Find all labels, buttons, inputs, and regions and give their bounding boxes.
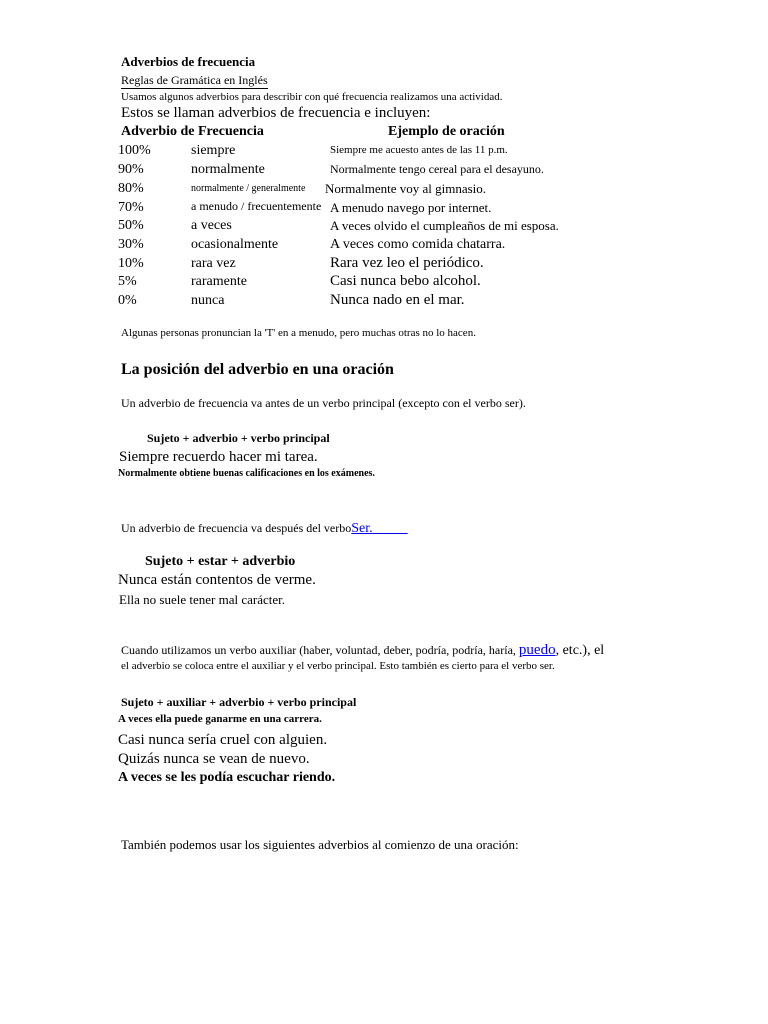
row-percent: 70% <box>118 200 144 215</box>
rule-auxiliary-tail: , etc.), el <box>555 643 605 658</box>
row-example: A menudo navego por internet. <box>330 200 492 215</box>
row-example: Normalmente voy al gimnasio. <box>325 181 487 196</box>
table-row <box>0 237 768 255</box>
row-adverb: ocasionalmente <box>191 237 279 252</box>
rule-before-main-verb: Un adverbio de frecuencia va antes de un verbo principal (excepto con el verbo ser). <box>121 396 526 410</box>
table-header-example: Ejemplo de oración <box>388 124 505 139</box>
example-sentence: Ella no suele tener mal carácter. <box>119 592 286 607</box>
row-percent: 100% <box>118 143 151 158</box>
row-example: Casi nunca bebo alcohol. <box>330 273 481 289</box>
rule-auxiliary-line-2: el adverbio se coloca entre el auxiliar y el verbo principal. Esto también es cierto para el verbo ser. <box>121 660 555 672</box>
example-sentence: Quizás nunca se vean de nuevo. <box>118 751 310 767</box>
doc-title: Adverbios de frecuencia <box>121 54 256 69</box>
table-row <box>0 293 768 311</box>
rule-auxiliary-text: Cuando utilizamos un verbo auxiliar (haber, voluntad, deber, podría, podría, haría, <box>121 643 516 657</box>
table-row <box>0 274 768 292</box>
row-example: A veces como comida chatarra. <box>330 237 506 252</box>
doc-subtitle: Reglas de Gramática en Inglés <box>121 73 268 87</box>
row-example: Nunca nado en el mar. <box>330 292 465 308</box>
row-adverb: raramente <box>191 274 247 289</box>
row-percent: 50% <box>118 218 144 233</box>
table-row <box>0 181 768 199</box>
ser-link-tail: . <box>369 521 373 536</box>
rule-after-ser <box>121 522 408 536</box>
row-adverb: a menudo / frecuentemente <box>191 199 322 213</box>
row-adverb: normalmente / generalmente <box>191 183 306 194</box>
rule-after-ser-text: Un adverbio de frecuencia va después del verbo <box>121 521 352 535</box>
row-percent: 90% <box>118 162 144 177</box>
intro-line-2: Estos se llaman adverbios de frecuencia e incluyen: <box>121 105 431 121</box>
section-title-position: La posición del adverbio en una oración <box>121 361 394 378</box>
rule-auxiliary-line-1 <box>121 643 604 658</box>
row-adverb: nunca <box>191 293 225 308</box>
row-adverb: rara vez <box>191 256 236 271</box>
table-row <box>0 256 768 274</box>
puedo-link[interactable]: puedo <box>518 642 556 658</box>
row-adverb: normalmente <box>191 162 265 177</box>
example-sentence: A veces se les podía escuchar riendo. <box>118 770 336 785</box>
row-example: A veces olvido el cumpleaños de mi esposa. <box>330 218 559 233</box>
table-row <box>0 162 768 180</box>
row-percent: 5% <box>118 274 137 289</box>
row-adverb: a veces <box>191 218 232 233</box>
row-example: Normalmente tengo cereal para el desayuno. <box>330 162 544 176</box>
ser-link[interactable] <box>351 521 407 536</box>
rule-sentence-start: También podemos usar los siguientes adverbios al comienzo de una oración: <box>121 837 519 852</box>
row-percent: 0% <box>118 293 137 308</box>
note-t-pronunciation: Algunas personas pronuncian la 'T' en a menudo, pero muchas otras no lo hacen. <box>121 327 476 339</box>
row-example: Rara vez leo el periódico. <box>330 255 484 271</box>
formula-subject-aux-adverb-verb: Sujeto + auxiliar + adverbio + verbo principal <box>121 695 357 709</box>
row-example: Siempre me acuesto antes de las 11 p.m. <box>330 144 508 156</box>
table-row <box>0 143 768 161</box>
intro-line-1: Usamos algunos adverbios para describir con qué frecuencia realizamos una actividad. <box>121 91 503 103</box>
row-percent: 30% <box>118 237 144 252</box>
example-sentence: Siempre recuerdo hacer mi tarea. <box>119 449 318 465</box>
table-row <box>0 218 768 236</box>
table-header-adverb: Adverbio de Frecuencia <box>121 124 264 139</box>
row-percent: 80% <box>118 181 144 196</box>
row-percent: 10% <box>118 256 144 271</box>
example-sentence: Casi nunca sería cruel con alguien. <box>118 732 328 748</box>
ser-link-text: Ser <box>351 521 370 536</box>
example-sentence: A veces ella puede ganarme en una carrera. <box>118 713 322 725</box>
example-sentence: Normalmente obtiene buenas calificaciones en los exámenes. <box>118 468 375 479</box>
formula-subject-adverb-verb: Sujeto + adverbio + verbo principal <box>147 431 330 445</box>
table-row <box>0 200 768 218</box>
example-sentence: Nunca están contentos de verme. <box>118 572 316 588</box>
row-adverb: siempre <box>191 143 236 158</box>
formula-subject-estar-adverb: Sujeto + estar + adverbio <box>145 554 296 569</box>
